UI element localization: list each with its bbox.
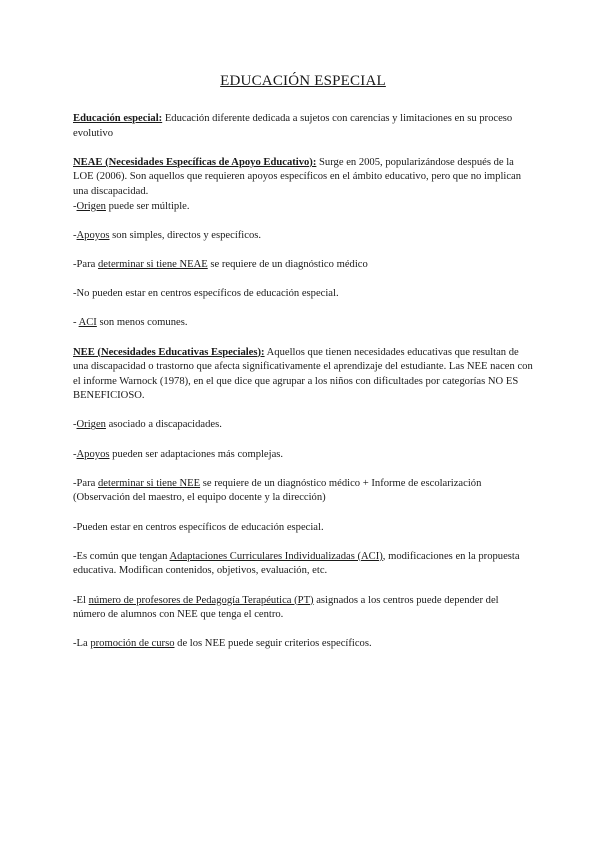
neae-determinar-text: se requiere de un diagnóstico médico — [207, 258, 368, 270]
nee-definition — [73, 346, 533, 404]
neae-apoyos — [73, 229, 533, 244]
nee-aci-label: Adaptaciones Curriculares Individualizadas (ACI) — [169, 550, 383, 562]
nee-apoyos-label: Apoyos — [76, 448, 110, 460]
document-page — [73, 72, 533, 667]
neae-origen — [73, 200, 533, 215]
nee-apoyos-prefix: - — [73, 448, 77, 460]
nee-pt-label: número de profesores de Pedagogía Terapéutica (PT) — [88, 594, 314, 606]
nee-aci — [73, 550, 533, 579]
nee-pt-text: asignados a los centros puede depender del número de alumnos con NEE que tenga el centro. — [73, 594, 499, 621]
nee-origen-prefix: - — [73, 419, 77, 431]
nee-promocion — [73, 637, 533, 652]
neae-centros: -No pueden estar en centros específicos de educación especial. — [73, 288, 339, 300]
nee-pt — [73, 594, 533, 623]
nee-determinar-label: determinar si tiene NEE — [98, 477, 201, 489]
nee-determinar-prefix: -Para — [73, 477, 98, 489]
neae-aci-label: ACI — [78, 317, 97, 329]
nee-text: Aquellos que tienen necesidades educativas que resultan de una discapacidad o trastorno que afecta significativamente el aprendizaje del estudiante. Las NEE nacen con el informe Warnock (1978), en el que dice que agrupar a los niños con dificultades por categorías NO ES BENEFICIOSO. — [73, 346, 533, 402]
neae-aci — [73, 316, 533, 331]
intro-term: Educación especial: — [73, 113, 163, 124]
nee-promocion-text: de los NEE puede seguir criterios específicos. — [174, 638, 372, 650]
nee-determinar — [73, 477, 533, 506]
neae-origen-label: Origen — [76, 200, 106, 212]
neae-origen-text: puede ser múltiple. — [105, 200, 190, 212]
intro-paragraph — [73, 112, 533, 141]
nee-centros: -Pueden estar en centros específicos de educación especial. — [73, 521, 324, 533]
nee-origen — [73, 418, 533, 433]
nee-pt-prefix: -El — [73, 594, 89, 606]
neae-apoyos-prefix: - — [73, 229, 77, 241]
nee-apoyos-text: pueden ser adaptaciones más complejas. — [109, 448, 284, 460]
neae-origen-prefix: - — [73, 200, 77, 212]
page-title: EDUCACIÓN ESPECIAL — [220, 73, 386, 89]
nee-promocion-label: promoción de curso — [90, 638, 175, 650]
neae-determinar — [73, 258, 533, 273]
neae-aci-text: son menos comunes. — [96, 317, 188, 329]
intro-text: Educación diferente dedicada a sujetos con carencias y limitaciones en su proceso evolutivo — [73, 113, 513, 139]
neae-determinar-prefix: -Para — [73, 258, 98, 270]
neae-aci-prefix: - — [73, 317, 79, 329]
neae-apoyos-label: Apoyos — [76, 229, 110, 241]
nee-term: NEE (Necesidades Educativas Especiales): — [73, 346, 265, 358]
neae-text: Surge en 2005, popularizándose después de la LOE (2006). Son aquellos que requieren apoyos específicos en el ámbito educativo, pero que no implican una discapacidad. — [73, 156, 522, 197]
nee-promocion-prefix: -La — [73, 638, 91, 650]
nee-aci-text: , modificaciones en la propuesta educativa. Modifican contenidos, objetivos, evaluación, etc. — [73, 550, 520, 577]
nee-determinar-text: se requiere de un diagnóstico médico + Informe de escolarización (Observación del maestro, el equipo docente y la dirección) — [73, 477, 482, 504]
neae-term: NEAE (Necesidades Específicas de Apoyo Educativo): — [73, 156, 317, 168]
nee-origen-label: Origen — [76, 419, 106, 431]
nee-aci-prefix: -Es común que tengan — [73, 550, 170, 562]
nee-apoyos — [73, 448, 533, 463]
neae-apoyos-text: son simples, directos y específicos. — [109, 229, 262, 241]
neae-determinar-label: determinar si tiene NEAE — [98, 258, 208, 270]
nee-origen-text: asociado a discapacidades. — [105, 419, 222, 431]
neae-definition — [73, 156, 533, 200]
